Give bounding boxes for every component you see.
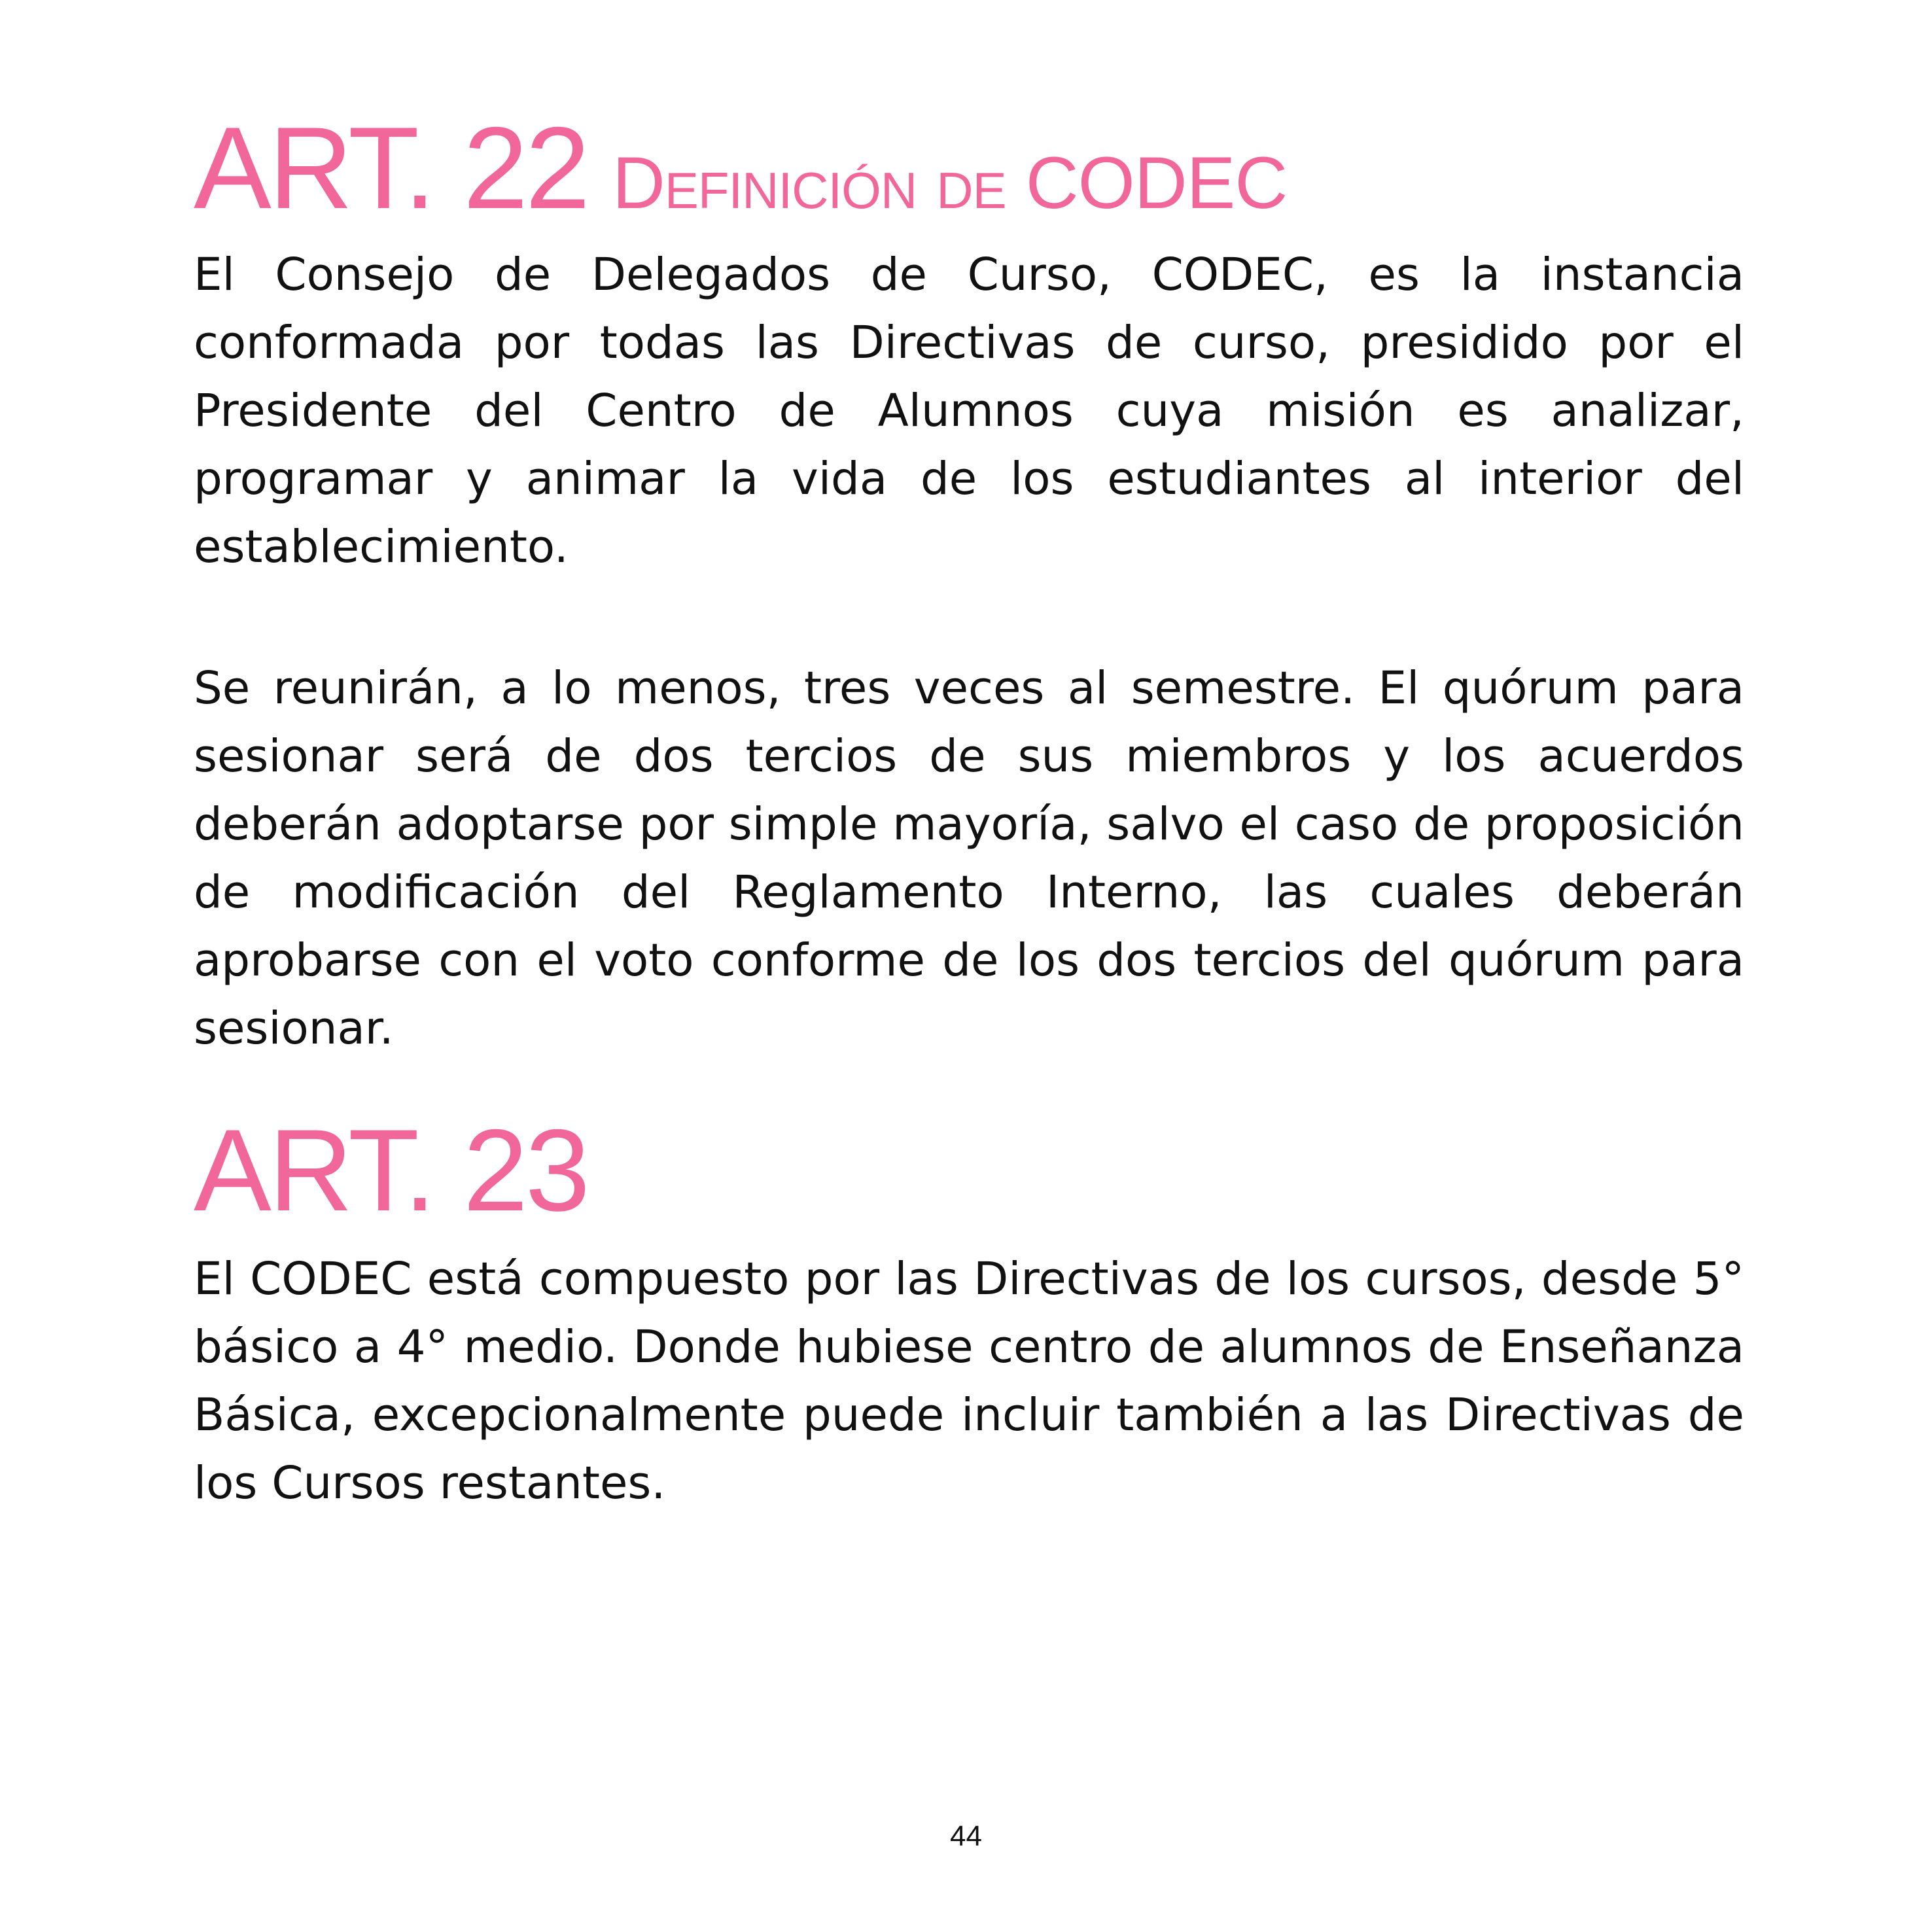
article-22-paragraph-1: El Consejo de Delegados de Curso, CODEC, es la instancia conformada por todas las Directivas de curso, presidido por el Presidente del Centro de Alumnos cuya misión es analizar, programar y animar la vida de los estudiantes al interior del establecimiento. xyxy=(194,249,1744,573)
article-23-number: ART. 23 xyxy=(194,1105,588,1235)
article-22-paragraph-2: Se reunirán, a lo menos, tres veces al semestre. El quórum para sesionar será de dos tercios de sus miembros y los acuerdos deberán adoptarse por simple mayoría, salvo el caso de proposición de modificación del Reglamento Interno, las cuales deberán aprobarse con el voto conforme de los dos tercios del quórum para sesionar. xyxy=(194,662,1744,1055)
page-number: 44 xyxy=(950,1820,982,1852)
article-22-title: Definición de CODEC xyxy=(612,142,1288,224)
article-22-heading xyxy=(194,103,1288,233)
article-23-heading xyxy=(194,1105,588,1235)
article-22-number: ART. 22 xyxy=(194,103,588,233)
article-23-paragraph-1: El CODEC está compuesto por las Directivas de los cursos, desde 5° básico a 4° medio. Donde hubiese centro de alumnos de Enseñanza Básica, excepcionalmente puede incluir también a las Directivas de los Cursos restantes. xyxy=(194,1253,1744,1509)
